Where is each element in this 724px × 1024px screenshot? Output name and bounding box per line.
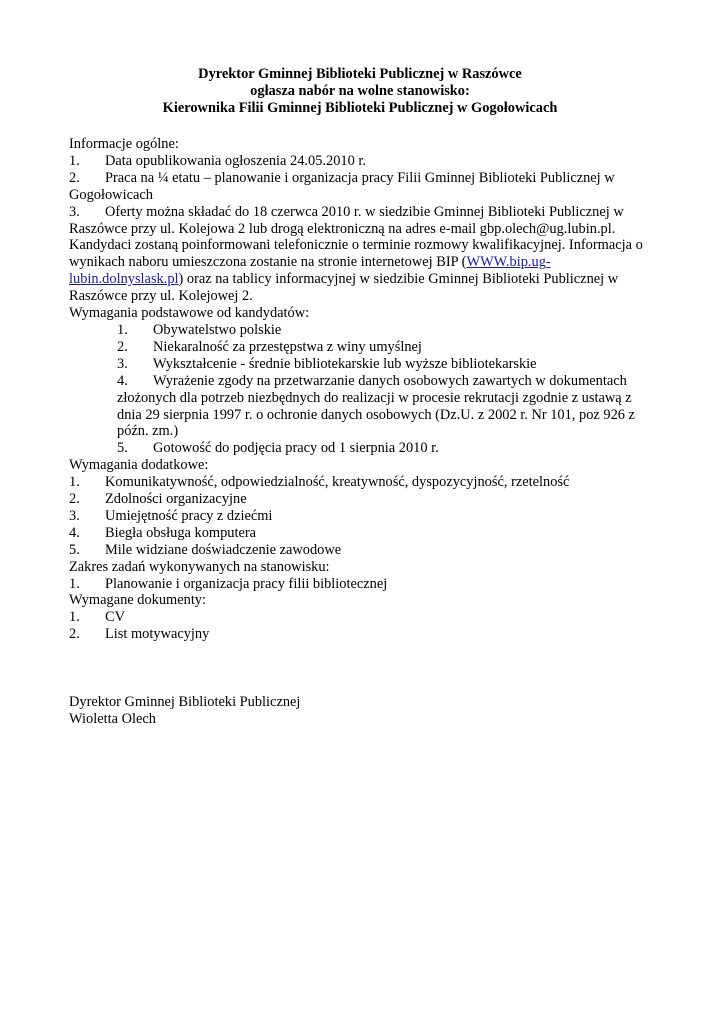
list-number: 3. <box>69 203 80 220</box>
list-item <box>69 170 659 187</box>
list-item-continuation: Kandydaci zostaną poinformowani telefonicznie o terminie rozmowy kwalifikacyjnej. Informacja o <box>69 237 643 254</box>
list-item <box>69 322 659 339</box>
list-text: Zdolności organizacyjne <box>105 491 247 508</box>
signature-name: Wioletta Olech <box>69 711 156 728</box>
list-item-continuation <box>69 271 659 288</box>
list-text: Wykształcenie - średnie bibliotekarskie lub wyższe bibliotekarskie <box>153 355 537 372</box>
list-text: Praca na ¼ etatu – planowanie i organizacja pracy Filii Gminnej Biblioteki Publicznej w <box>105 169 615 186</box>
list-item <box>69 356 659 373</box>
list-number: 1. <box>117 321 128 338</box>
section-heading: Wymagania dodatkowe: <box>69 457 209 474</box>
list-text: Komunikatywność, odpowiedzialność, kreatywność, dyspozycyjność, rzetelność <box>105 474 570 491</box>
list-item <box>69 153 659 170</box>
list-text: Umiejętność pracy z dziećmi <box>105 507 273 524</box>
list-number: 5. <box>69 541 80 558</box>
list-item-continuation: późn. zm.) <box>117 423 179 440</box>
document-title <box>61 66 659 117</box>
basic-requirements-section <box>69 305 659 457</box>
list-text: Planowanie i organizacja pracy filii bibliotecznej <box>105 575 388 592</box>
list-item-continuation: Raszówce przy ul. Kolejowa 2 lub drogą elektroniczną na adres e-mail gbp.olech@ug.lubin.pl. <box>69 220 616 237</box>
title-line-1: Dyrektor Gminnej Biblioteki Publicznej w Raszówce <box>198 66 522 82</box>
list-number: 3. <box>117 355 128 372</box>
list-text: Data opublikowania ogłoszenia 24.05.2010 r. <box>105 152 366 169</box>
list-text: Biegła obsługa komputera <box>105 524 257 541</box>
list-text: CV <box>105 609 125 626</box>
list-number: 1. <box>69 609 80 626</box>
list-text: Gotowość do podjęcia pracy od 1 sierpnia 2010 r. <box>153 440 439 457</box>
list-item <box>69 373 659 390</box>
list-item <box>69 474 659 491</box>
list-item-continuation: Gogołowicach <box>69 186 153 203</box>
section-heading: Zakres zadań wykonywanych na stanowisku: <box>69 558 330 575</box>
signature-block <box>69 694 659 728</box>
list-text: Oferty można składać do 18 czerwca 2010 r. w siedzibie Gminnej Biblioteki Publicznej w <box>105 203 624 220</box>
section-heading: Wymagania podstawowe od kandydatów: <box>69 305 310 322</box>
list-number: 4. <box>69 524 80 541</box>
documents-section <box>69 592 659 643</box>
list-number: 1. <box>69 152 80 169</box>
list-item <box>69 576 659 593</box>
list-item <box>69 525 659 542</box>
list-number: 3. <box>69 507 80 524</box>
list-item-continuation: złożonych dla potrzeb niezbędnych do realizacji w procesie rekrutacji zgodnie z ustawą z <box>117 389 632 406</box>
list-number: 2. <box>117 338 128 355</box>
list-text: Mile widziane doświadczenie zawodowe <box>105 541 342 558</box>
title-line-3: Kierownika Filii Gminnej Biblioteki Publicznej w Gogołowicach <box>162 100 558 116</box>
list-number: 2. <box>69 491 80 508</box>
list-item <box>69 491 659 508</box>
general-info-section <box>69 136 659 305</box>
list-number: 1. <box>69 474 80 491</box>
list-number: 4. <box>117 372 128 389</box>
list-item <box>69 542 659 559</box>
list-item-continuation: Raszówce przy ul. Kolejowej 2. <box>69 288 253 305</box>
list-item <box>69 609 659 626</box>
list-item <box>69 626 659 643</box>
list-number: 1. <box>69 575 80 592</box>
list-item-continuation: dnia 29 sierpnia 1997 r. o ochronie danych osobowych (Dz.U. z 2002 r. Nr 101, poz 926 z <box>117 406 635 423</box>
list-text: ) oraz na tablicy informacyjnej w siedzibie Gminnej Biblioteki Publicznej w <box>178 271 619 288</box>
document-page <box>69 66 659 728</box>
bip-link[interactable]: WWW.bip.ug- <box>466 254 551 271</box>
list-text: List motywacyjny <box>105 626 210 643</box>
list-number: 5. <box>117 440 128 457</box>
bip-link-continued[interactable]: lubin.dolnyslask.pl <box>69 271 179 288</box>
list-text: Obywatelstwo polskie <box>153 321 282 338</box>
list-number: 2. <box>69 169 80 186</box>
section-heading: Informacje ogólne: <box>69 136 179 152</box>
list-item <box>69 339 659 356</box>
list-text: Wyrażenie zgody na przetwarzanie danych osobowych zawartych w dokumentach <box>153 372 627 389</box>
list-item-continuation <box>69 254 659 271</box>
title-line-2: ogłasza nabór na wolne stanowisko: <box>250 83 470 99</box>
section-heading: Wymagane dokumenty: <box>69 592 207 609</box>
list-item <box>69 508 659 525</box>
signature-role: Dyrektor Gminnej Biblioteki Publicznej <box>69 694 301 711</box>
list-text: Niekaralność za przestępstwa z winy umyślnej <box>153 338 422 355</box>
list-text: wynikach naboru umieszczona zostanie na stronie internetowej BIP ( <box>69 254 467 271</box>
list-item <box>69 440 659 457</box>
additional-requirements-section <box>69 457 659 558</box>
list-number: 2. <box>69 626 80 643</box>
list-item <box>69 204 659 221</box>
tasks-section <box>69 559 659 593</box>
